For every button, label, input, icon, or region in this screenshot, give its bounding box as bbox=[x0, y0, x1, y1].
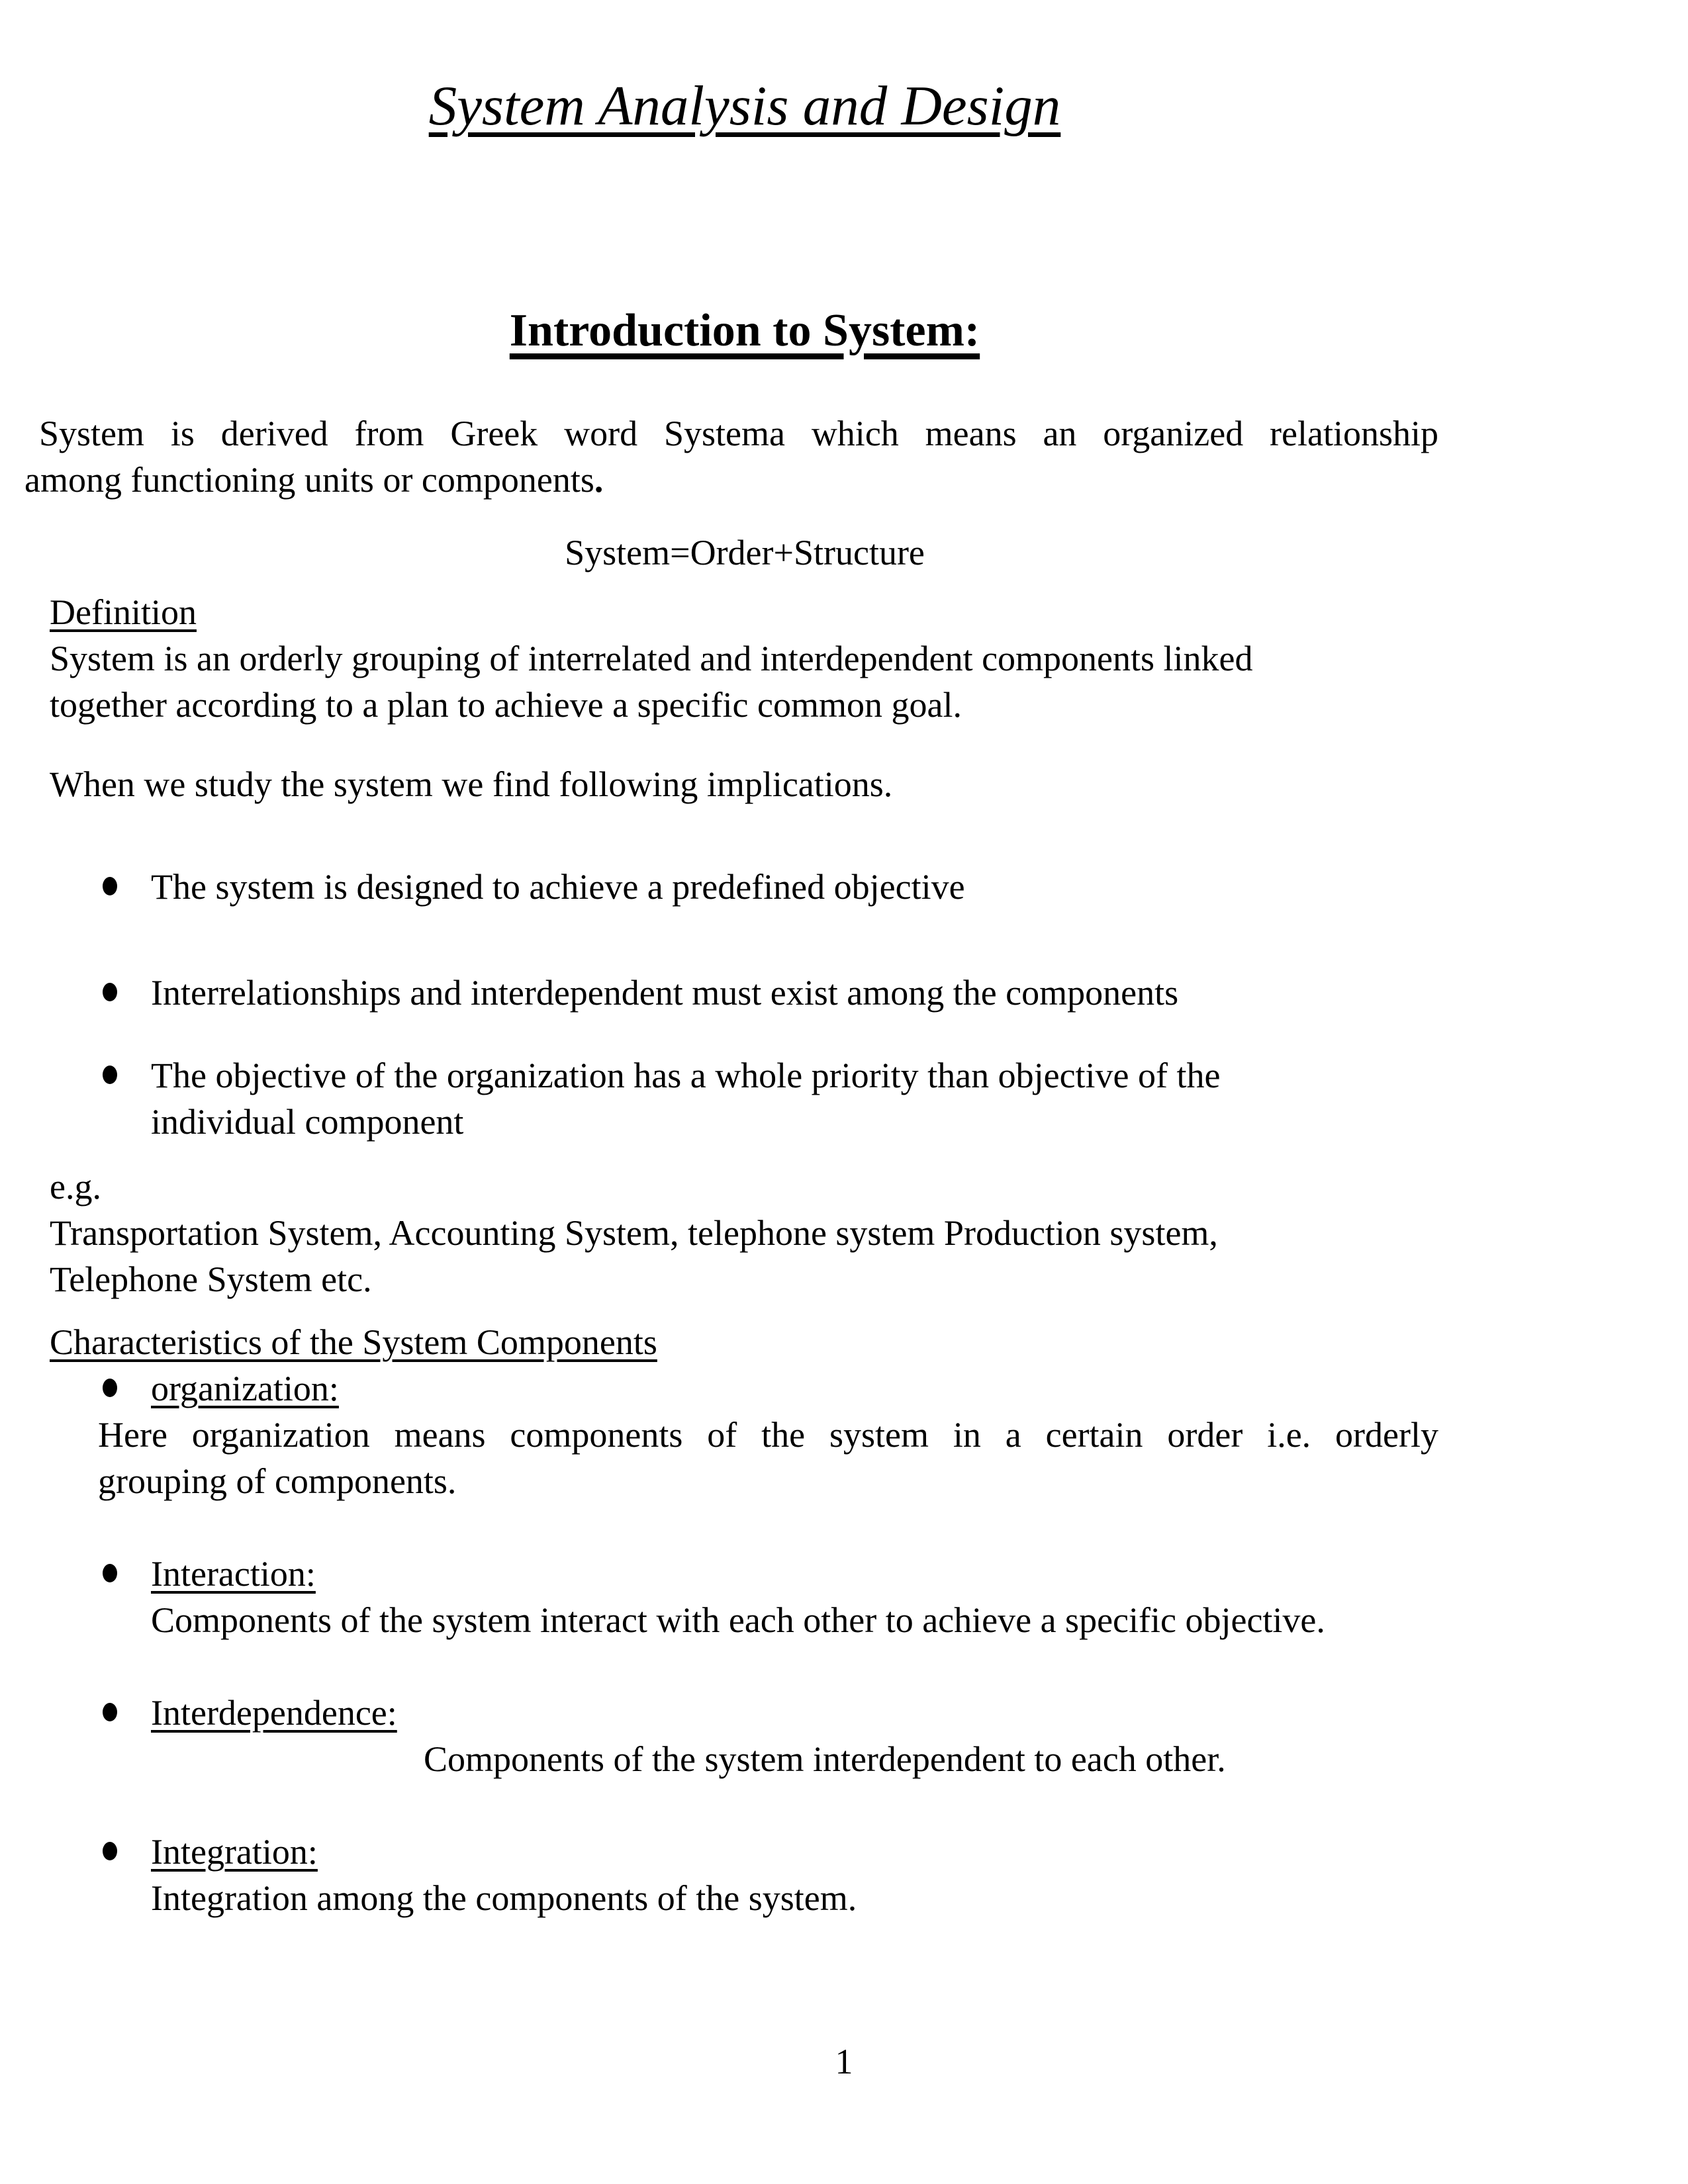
implication-item-1-line1: The system is designed to achieve a predefined objective bbox=[151, 867, 965, 907]
bullet-dot-icon bbox=[103, 983, 117, 1001]
bullet-icon bbox=[103, 864, 151, 895]
implication-item-3-line2: individual component bbox=[151, 1102, 464, 1142]
implication-item-2-line1: Interrelationships and interdependent must exist among the components bbox=[151, 973, 1179, 1013]
definition-block bbox=[50, 589, 1440, 728]
system-formula: System=Order+Structure bbox=[565, 533, 925, 572]
characteristic-interaction-desc: Components of the system interact with each other to achieve a specific objective. bbox=[151, 1600, 1325, 1640]
example-block bbox=[50, 1163, 1440, 1302]
definition-line1: System is an orderly grouping of interrelated and interdependent components linked bbox=[50, 639, 1253, 678]
characteristic-organization-term: organization: bbox=[151, 1369, 339, 1408]
characteristics-heading: Characteristics of the System Components bbox=[50, 1322, 657, 1362]
definition-label-line bbox=[50, 589, 1440, 635]
characteristic-integration-term-line bbox=[151, 1829, 1440, 1875]
bullet-dot-icon bbox=[103, 877, 117, 895]
intro-paragraph-line2 bbox=[24, 457, 1438, 503]
intro-paragraph-period: . bbox=[594, 460, 604, 500]
bullet-icon bbox=[103, 1365, 151, 1397]
document-title: System Analysis and Design bbox=[428, 75, 1061, 137]
implication-item-3 bbox=[50, 1052, 1440, 1145]
bullet-icon bbox=[103, 1052, 151, 1084]
implication-item-2 bbox=[50, 970, 1440, 1016]
characteristic-interdependence-term-line bbox=[151, 1690, 1440, 1736]
implication-item-1-body bbox=[151, 864, 1440, 910]
characteristic-organization-description bbox=[98, 1412, 1438, 1504]
bullet-icon bbox=[103, 970, 151, 1001]
bullet-dot-icon bbox=[103, 1842, 117, 1860]
bullet-dot-icon bbox=[103, 1066, 117, 1084]
characteristic-item-integration bbox=[50, 1829, 1440, 1921]
characteristic-item-organization bbox=[50, 1365, 1440, 1412]
characteristic-interaction-body bbox=[151, 1551, 1440, 1643]
characteristics-heading-line bbox=[50, 1319, 1440, 1365]
implication-item-1 bbox=[50, 864, 1440, 910]
characteristic-integration-term: Integration: bbox=[151, 1832, 318, 1872]
page-number: 1 bbox=[835, 2042, 853, 2081]
characteristic-interaction-term-line bbox=[151, 1551, 1440, 1597]
bullet-icon bbox=[103, 1551, 151, 1582]
bullet-dot-icon bbox=[103, 1703, 117, 1721]
section-heading-introduction: Introduction to System: bbox=[509, 305, 980, 356]
implication-item-3-line1: The objective of the organization has a whole priority than objective of the bbox=[151, 1056, 1221, 1095]
bullet-dot-icon bbox=[103, 1379, 117, 1397]
intro-paragraph bbox=[24, 410, 1438, 503]
implications-intro: When we study the system we find following implications. bbox=[50, 764, 893, 804]
implication-item-3-body bbox=[151, 1052, 1440, 1145]
bullet-icon bbox=[103, 1829, 151, 1860]
characteristic-organization-body bbox=[151, 1365, 1440, 1412]
characteristic-interdependence-term: Interdependence: bbox=[151, 1693, 397, 1733]
characteristic-organization-desc-line1: Here organization means components of the system in a certain order i.e. orderly bbox=[98, 1415, 1438, 1455]
characteristic-interdependence-body bbox=[151, 1690, 1440, 1782]
characteristic-interdependence-desc: Components of the system interdependent to each other. bbox=[424, 1739, 1226, 1779]
bullet-dot-icon bbox=[103, 1564, 117, 1582]
characteristic-item-interaction bbox=[50, 1551, 1440, 1643]
characteristic-organization-desc-line2: grouping of components. bbox=[98, 1461, 457, 1501]
characteristic-item-interdependence bbox=[50, 1690, 1440, 1782]
characteristic-integration-desc: Integration among the components of the system. bbox=[151, 1878, 857, 1918]
example-label: e.g. bbox=[50, 1167, 101, 1206]
definition-line2: together according to a plan to achieve a specific common goal. bbox=[50, 685, 962, 725]
characteristic-integration-body bbox=[151, 1829, 1440, 1921]
intro-paragraph-line2-text: among functioning units or components bbox=[24, 460, 594, 500]
characteristic-organization-term-line bbox=[151, 1365, 1440, 1412]
example-line1: Transportation System, Accounting System, telephone system Production system, bbox=[50, 1213, 1218, 1253]
document-content bbox=[24, 0, 1440, 1921]
intro-paragraph-line1: System is derived from Greek word Systema which means an organized relationship bbox=[39, 414, 1438, 453]
bullet-icon bbox=[103, 1690, 151, 1721]
example-line2: Telephone System etc. bbox=[50, 1259, 372, 1299]
implication-item-2-body bbox=[151, 970, 1440, 1016]
definition-label: Definition bbox=[50, 592, 197, 632]
characteristic-interaction-term: Interaction: bbox=[151, 1554, 316, 1594]
